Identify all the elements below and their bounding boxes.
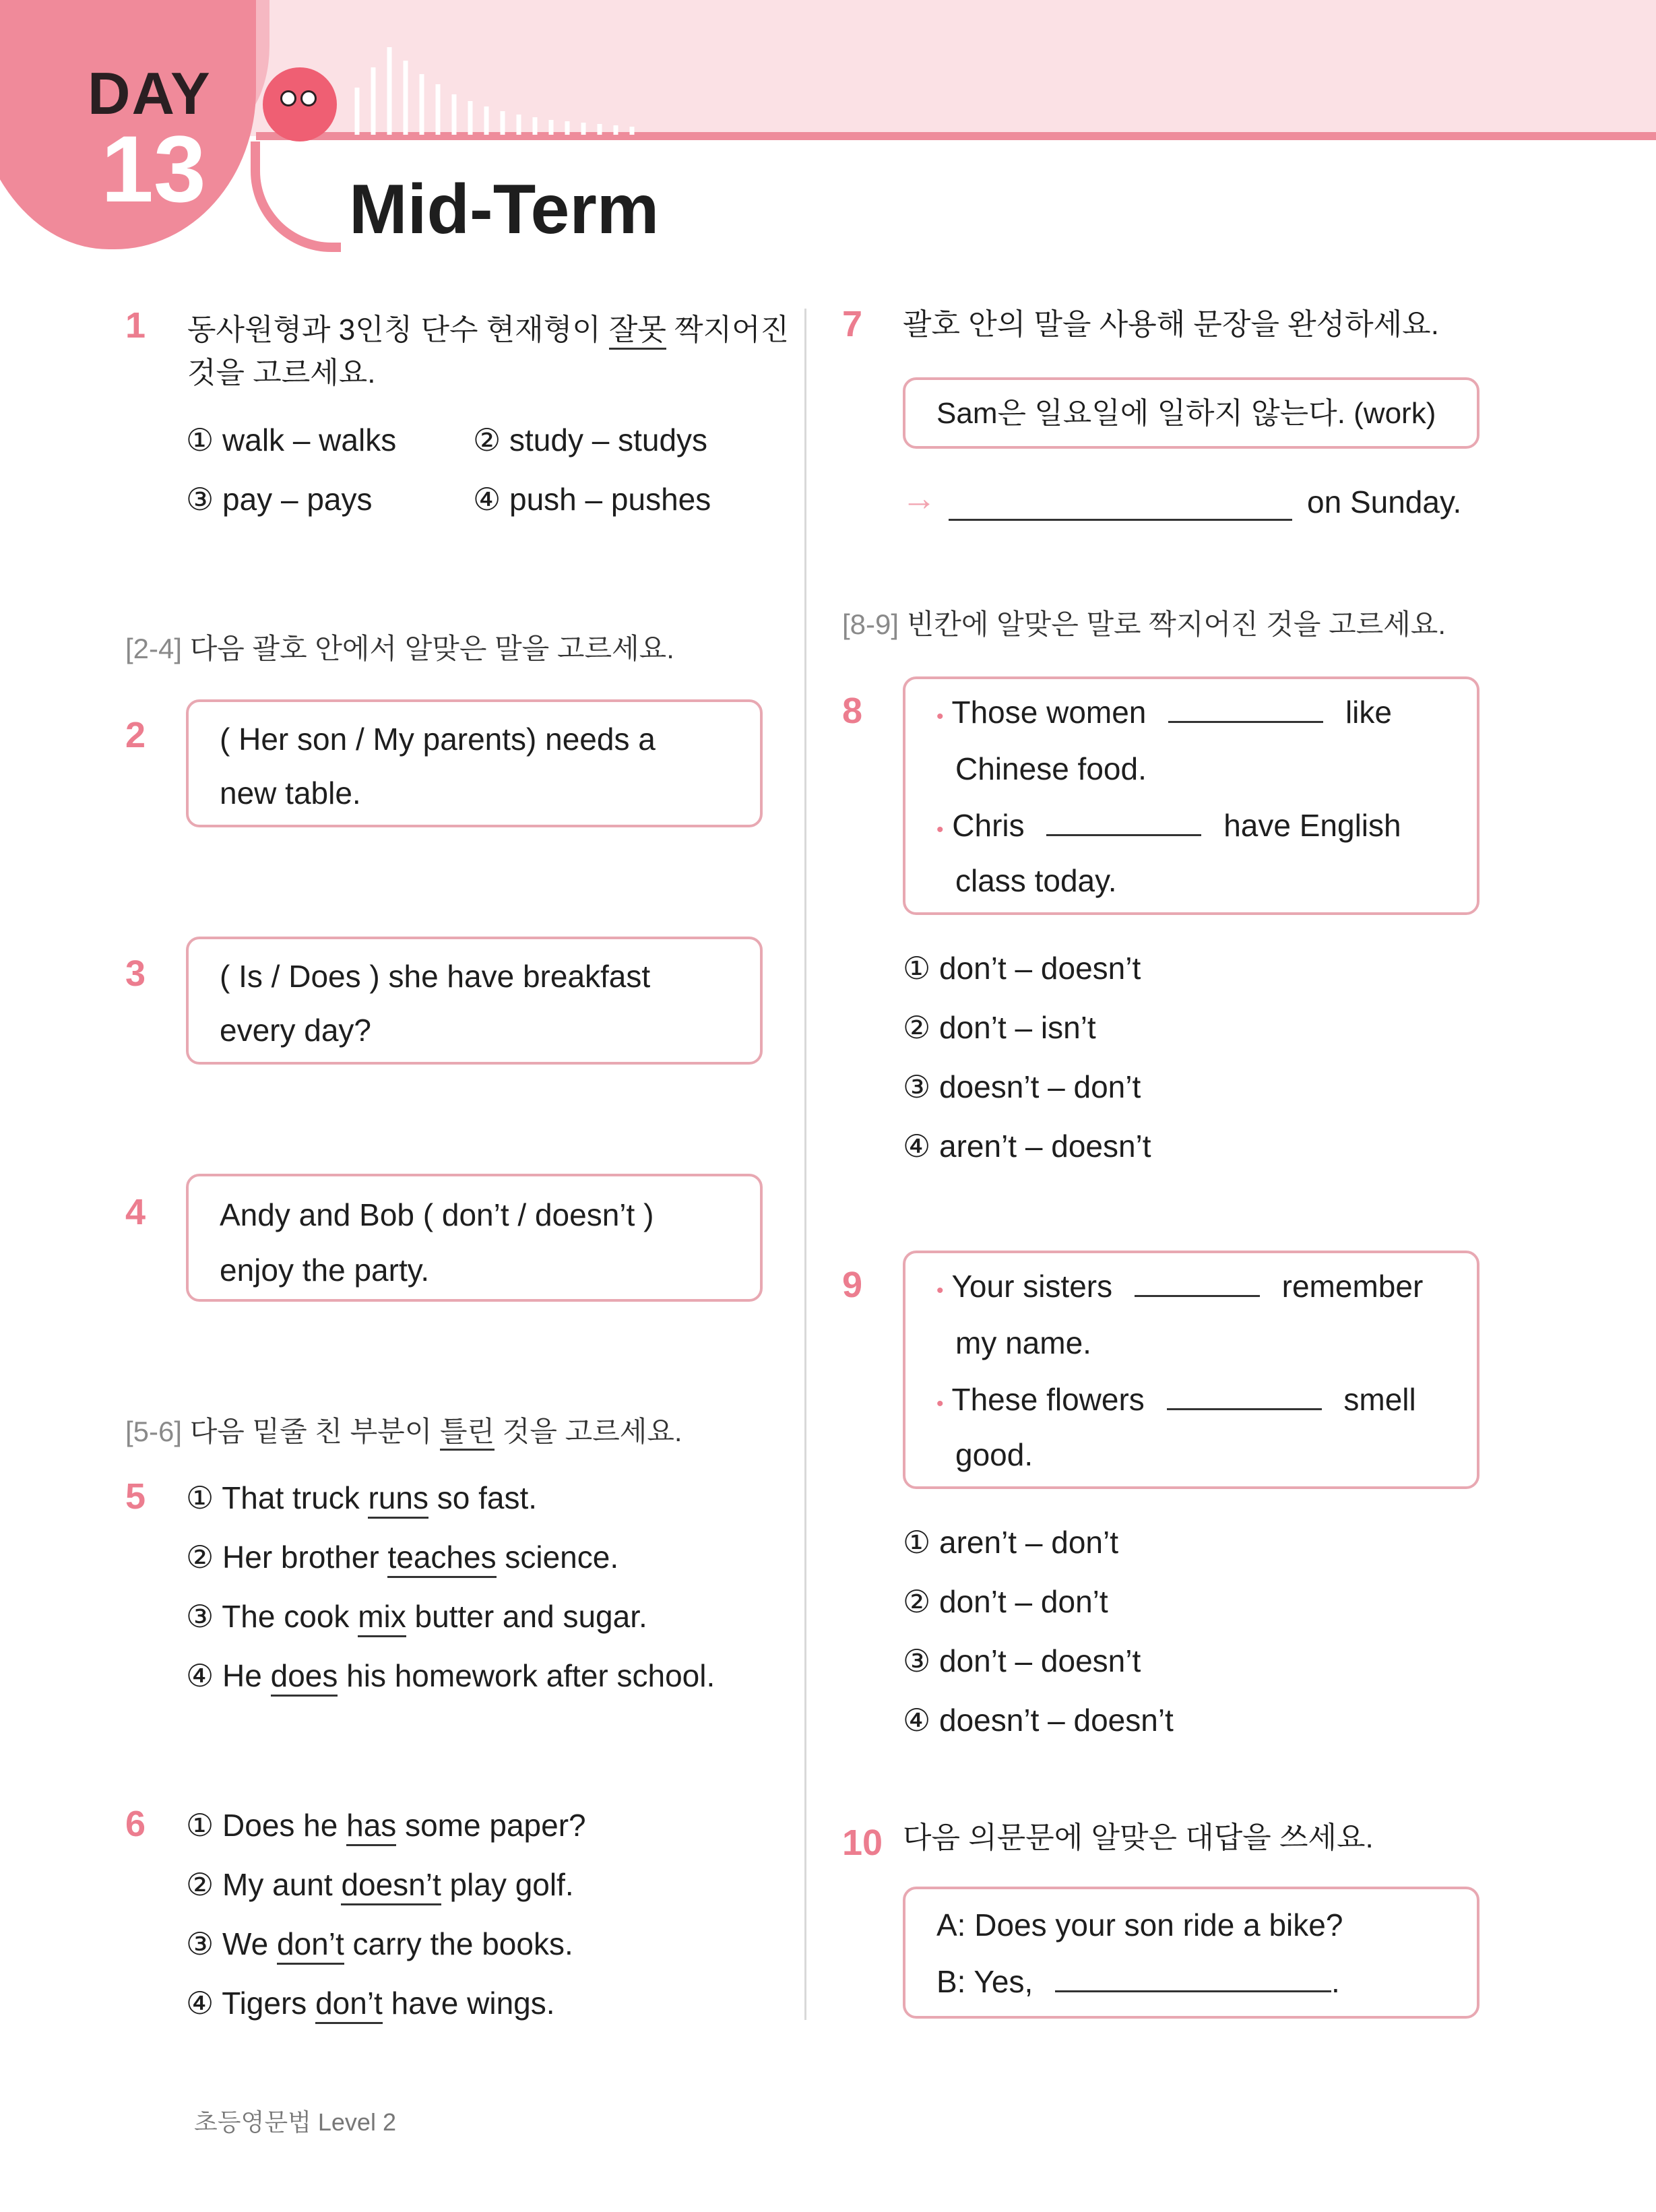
question-3-line2: every day? — [220, 1013, 372, 1048]
question-2-box — [186, 699, 763, 827]
question-4-box — [186, 1174, 763, 1302]
question-9-box — [903, 1251, 1479, 1489]
question-1-option-3[interactable]: ③ pay – pays — [186, 482, 373, 517]
column-divider — [804, 309, 806, 2020]
section-5-6-heading: [5-6] 다음 밑줄 친 부분이 틀린 것을 고르세요. — [125, 1410, 682, 1450]
question-7-instruction: 괄호 안의 말을 사용해 문장을 완성하세요. — [903, 308, 1439, 341]
page-title: Mid-Term — [349, 170, 660, 249]
question-6-option-2[interactable]: ② My aunt doesn’t play golf. — [186, 1862, 574, 1907]
arrow-icon: → — [901, 479, 936, 518]
question-8-sentence-1-cont: Chinese food. — [955, 751, 1147, 786]
question-7-answer-suffix: on Sunday. — [1307, 484, 1462, 519]
question-2-number: 2 — [125, 715, 146, 755]
question-8-sentence-2-cont: class today. — [955, 863, 1117, 898]
question-3-box — [186, 937, 763, 1065]
question-9-option-4[interactable]: ④ doesn’t – doesn’t — [903, 1703, 1174, 1738]
question-10-answer-blank[interactable] — [1055, 1990, 1331, 1992]
question-5-option-1[interactable]: ① That truck runs so fast. — [186, 1476, 537, 1520]
question-8-option-3[interactable]: ③ doesn’t – don’t — [903, 1069, 1141, 1104]
question-8-sentence-1: • Those women like — [936, 695, 1392, 730]
question-4-line1: Andy and Bob ( don’t / doesn’t ) — [220, 1197, 654, 1232]
question-8-box — [903, 676, 1479, 915]
question-8-option-2[interactable]: ② don’t – isn’t — [903, 1010, 1096, 1045]
question-1-option-2[interactable]: ② study – studys — [473, 422, 708, 457]
question-9-option-3[interactable]: ③ don’t – doesn’t — [903, 1643, 1141, 1678]
question-9-option-2[interactable]: ② don’t – don’t — [903, 1584, 1108, 1619]
day-label: DAY — [88, 60, 212, 127]
question-9-number: 9 — [842, 1265, 863, 1305]
question-8-option-4[interactable]: ④ aren’t – doesn’t — [903, 1129, 1151, 1164]
question-2-line2: new table. — [220, 776, 361, 811]
question-1-instruction-line2: 것을 고르세요. — [187, 356, 376, 389]
question-10-line-b: B: Yes, . — [936, 1964, 1340, 1999]
question-4-number: 4 — [125, 1192, 146, 1232]
day-number: 13 — [101, 116, 206, 222]
question-6-option-4[interactable]: ④ Tigers don’t have wings. — [186, 1981, 555, 2025]
mascot-icon — [263, 67, 337, 141]
question-7-answer-blank[interactable] — [949, 519, 1292, 521]
question-6-number: 6 — [125, 1804, 146, 1844]
section-8-9-heading: [8-9] 빈칸에 알맞은 말로 짝지어진 것을 고르세요. — [842, 608, 1446, 640]
question-6-option-3[interactable]: ③ We don’t carry the books. — [186, 1922, 573, 1966]
question-9-sentence-2-cont: good. — [955, 1437, 1033, 1472]
question-5-option-4[interactable]: ④ He does his homework after school. — [186, 1653, 715, 1698]
question-1-option-1[interactable]: ① walk – walks — [186, 422, 397, 457]
question-5-number: 5 — [125, 1476, 146, 1517]
question-6-option-1[interactable]: ① Does he has some paper? — [186, 1803, 586, 1847]
question-2-line1: ( Her son / My parents) needs a — [220, 722, 656, 757]
question-10-number: 10 — [842, 1823, 883, 1863]
question-7-prompt-box — [903, 377, 1479, 449]
question-8-sentence-2: • Chris have English — [936, 808, 1401, 843]
question-9-option-1[interactable]: ① aren’t – don’t — [903, 1525, 1118, 1560]
question-1-option-4[interactable]: ④ push – pushes — [473, 482, 711, 517]
question-8-number: 8 — [842, 691, 863, 731]
header-swirl — [251, 141, 341, 252]
question-7-number: 7 — [842, 304, 863, 344]
question-10-line-a: A: Does your son ride a bike? — [936, 1907, 1343, 1942]
question-9-sentence-1-cont: my name. — [955, 1325, 1091, 1360]
question-8-option-1[interactable]: ① don’t – doesn’t — [903, 951, 1141, 986]
footer-text: 초등영문법 Level 2 — [194, 2108, 396, 2136]
question-5-option-3[interactable]: ③ The cook mix butter and sugar. — [186, 1594, 647, 1639]
question-7-prompt: Sam은 일요일에 일하지 않는다. (work) — [936, 397, 1436, 430]
question-10-instruction: 다음 의문문에 알맞은 대답을 쓰세요. — [903, 1821, 1374, 1854]
question-4-line2: enjoy the party. — [220, 1253, 430, 1288]
question-1-number: 1 — [125, 305, 146, 346]
question-3-line1: ( Is / Does ) she have breakfast — [220, 959, 651, 994]
question-10-box — [903, 1887, 1479, 2019]
question-1-instruction: 동사원형과 3인칭 단수 현재형이 잘못 짝지어진 — [187, 309, 789, 352]
question-9-sentence-1: • Your sisters remember — [936, 1269, 1424, 1304]
sound-bars-icon — [350, 40, 660, 135]
question-3-number: 3 — [125, 953, 146, 994]
section-2-4-heading: [2-4] 다음 괄호 안에서 알맞은 말을 고르세요. — [125, 633, 674, 664]
question-5-option-2[interactable]: ② Her brother teaches science. — [186, 1535, 618, 1579]
question-9-sentence-2: • These flowers smell — [936, 1382, 1416, 1417]
